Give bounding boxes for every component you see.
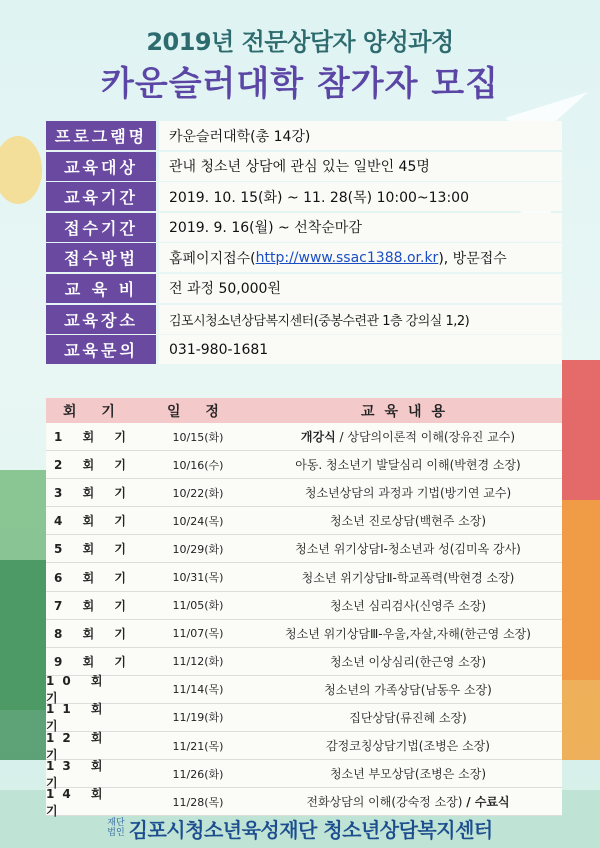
info-value: 카운슬러대학(총 14강) <box>159 121 562 150</box>
session-content-text: 청소년 위기상담Ⅱ-학교폭력(박현경 소장) <box>301 570 515 585</box>
info-row-registration-method <box>46 243 562 272</box>
session-date: 11/19(화) <box>172 711 224 725</box>
footer <box>0 808 600 848</box>
subtitle: 2019년 전문상담자 양성과정 <box>146 28 454 56</box>
session-content-text: 청소년 진로상담(백현주 소장) <box>329 514 487 529</box>
session-number: 10 회 기 <box>46 674 111 706</box>
table-row <box>46 479 562 507</box>
session-content-text: 청소년의 가족상담(남동우 소장) <box>324 682 492 697</box>
info-row-period <box>46 182 562 211</box>
foundation-mark <box>107 818 124 838</box>
info-label: 교육대상 <box>46 152 156 181</box>
column-header-content: 교육내용 <box>360 403 456 420</box>
info-label: 교육문의 <box>46 335 156 364</box>
session-number: 14 회 기 <box>46 786 111 818</box>
session-number: 1 회 기 <box>54 430 134 445</box>
schedule-header <box>46 398 562 423</box>
session-content <box>254 423 562 450</box>
hot-air-balloon-decoration <box>0 136 42 204</box>
session-date: 11/12(화) <box>172 655 224 669</box>
session-number: 9 회 기 <box>54 654 134 669</box>
session-number: 2 회 기 <box>54 458 134 473</box>
session-content-text: 청소년 위기상담Ⅲ-우울,자살,자해(한근영 소장) <box>285 626 531 641</box>
session-content-text: 청소년 심리검사(신영주 소장) <box>329 598 487 613</box>
info-value: 031-980-1681 <box>159 335 562 364</box>
session-content <box>254 648 562 675</box>
session-date: 11/26(화) <box>172 767 224 781</box>
session-content-text: 청소년상담의 과정과 기법(방기연 교수) <box>304 486 512 501</box>
foundation-mark-line: 법인 <box>107 828 125 838</box>
session-date: 11/07(목) <box>172 627 224 641</box>
value-text: 홈페이지접수( <box>169 250 256 267</box>
session-date: 10/16(수) <box>172 458 224 472</box>
session-date: 11/14(목) <box>172 683 224 697</box>
session-content-text: 전화상담의 이해(강숙정 소장) <box>306 795 467 810</box>
info-table <box>46 121 562 366</box>
session-number: 13 회 기 <box>46 758 111 790</box>
session-number: 12 회 기 <box>46 730 111 762</box>
session-content-text: 아동. 청소년기 발달심리 이해(박현경 소장) <box>295 458 521 473</box>
session-date: 10/15(화) <box>172 430 224 444</box>
session-content-text: 집단상담(류진혜 소장) <box>349 710 467 725</box>
session-date: 11/28(목) <box>172 795 224 809</box>
session-content <box>254 563 562 590</box>
schedule-table <box>46 398 562 816</box>
homepage-link[interactable]: http://www.ssac1388.or.kr <box>255 249 439 266</box>
session-date: 10/31(목) <box>172 571 224 585</box>
info-label: 교 육 비 <box>46 274 156 303</box>
session-number: 6 회 기 <box>54 570 134 585</box>
info-value: 전 과정 50,000원 <box>159 274 562 303</box>
session-number: 11 회 기 <box>46 702 111 734</box>
table-row <box>46 535 562 563</box>
info-value: 2019. 9. 16(월) ~ 선착순마감 <box>159 213 562 242</box>
session-content <box>254 507 562 534</box>
session-date: 10/22(화) <box>172 486 224 500</box>
page-title: 카운슬러대학 참가자 모집 <box>101 64 499 104</box>
foundation-mark-line: 재단 <box>107 818 125 828</box>
table-row <box>46 563 562 591</box>
session-content <box>254 732 562 759</box>
table-row <box>46 423 562 451</box>
session-date: 10/29(화) <box>172 542 224 556</box>
session-content <box>254 760 562 787</box>
info-value: 김포시청소년상담복지센터(중봉수련관 1층 강의실 1,2) <box>159 305 562 334</box>
table-row <box>46 507 562 535</box>
session-content-text: 청소년 부모상담(조병은 소장) <box>329 767 487 782</box>
session-content-text: 청소년 위기상담Ⅰ-청소년과 성(김미옥 강사) <box>295 542 521 557</box>
info-value <box>159 243 562 272</box>
session-content-emphasis: 개강식 <box>300 430 336 445</box>
info-value: 관내 청소년 상담에 관심 있는 일반인 45명 <box>159 152 562 181</box>
info-label: 접수방법 <box>46 243 156 272</box>
session-number: 5 회 기 <box>54 542 134 557</box>
table-row <box>46 592 562 620</box>
info-row-contact <box>46 335 562 364</box>
session-content-text: 청소년 이상심리(한근영 소장) <box>329 654 487 669</box>
column-header-date: 일 정 <box>167 403 229 420</box>
info-label: 교육기간 <box>46 182 156 211</box>
session-content-text: / 상담의이론적 이해(장유진 교수) <box>335 430 516 445</box>
value-text: ), 방문접수 <box>438 250 507 267</box>
book-decoration <box>0 560 46 760</box>
session-content <box>254 479 562 506</box>
session-content <box>254 676 562 703</box>
organization-name: 김포시청소년육성재단 청소년상담복지센터 <box>128 817 493 842</box>
session-date: 10/24(목) <box>172 514 224 528</box>
session-content <box>254 535 562 562</box>
info-label: 접수기간 <box>46 213 156 242</box>
info-row-program <box>46 121 562 150</box>
session-content-emphasis: / 수료식 <box>466 795 510 810</box>
info-row-target <box>46 152 562 181</box>
session-date: 11/05(화) <box>172 599 224 613</box>
session-number: 3 회 기 <box>54 486 134 501</box>
session-number: 4 회 기 <box>54 514 134 529</box>
session-content <box>254 620 562 647</box>
info-label: 프로그램명 <box>46 121 156 150</box>
column-header-session: 회 기 <box>63 403 125 420</box>
info-value: 2019. 10. 15(화) ~ 11. 28(목) 10:00~13:00 <box>159 182 562 211</box>
book-decoration <box>562 500 600 760</box>
session-content <box>254 704 562 731</box>
info-row-registration-period <box>46 213 562 242</box>
session-content-text: 감정코칭상담기법(조병은 소장) <box>326 739 490 754</box>
table-row <box>46 620 562 648</box>
session-content <box>254 451 562 478</box>
session-number: 8 회 기 <box>54 626 134 641</box>
info-label: 교육장소 <box>46 305 156 334</box>
info-row-fee <box>46 274 562 303</box>
session-content <box>254 592 562 619</box>
session-number: 7 회 기 <box>54 598 134 613</box>
schedule-body <box>46 423 562 816</box>
session-date: 11/21(목) <box>172 739 224 753</box>
info-row-location <box>46 305 562 334</box>
table-row <box>46 451 562 479</box>
